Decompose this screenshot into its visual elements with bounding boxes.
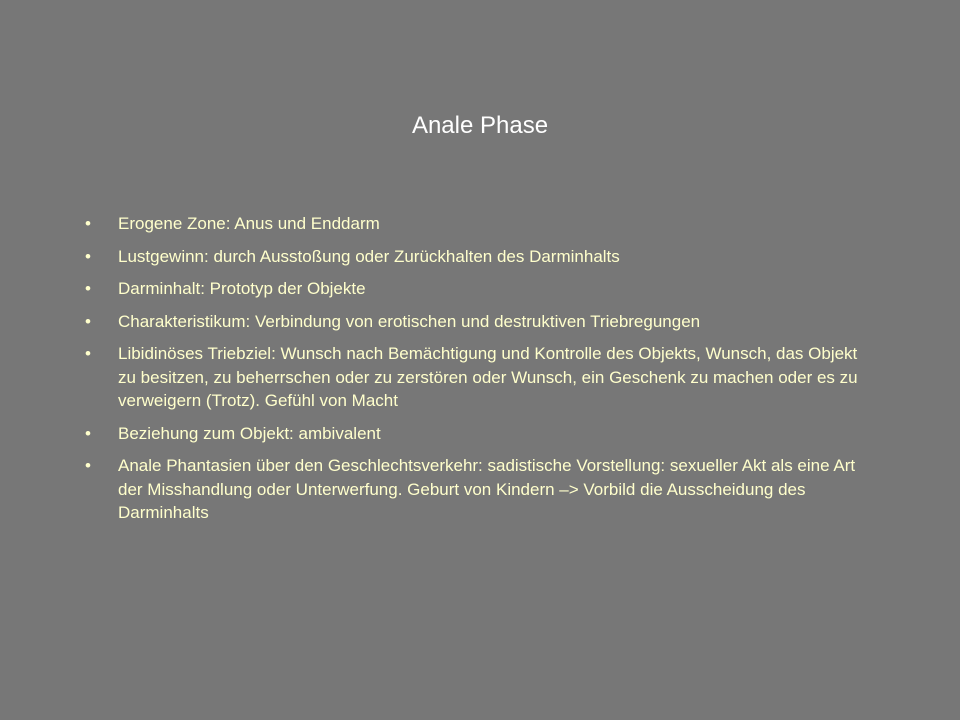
bullet-dot-icon: • bbox=[85, 246, 91, 266]
bullet-dot-icon: • bbox=[85, 279, 91, 298]
bullet-item bbox=[85, 212, 875, 236]
bullet-text: Anale Phantasien über den Geschlechtsverkehr: sadistische Vorstellung: sexueller Akt als eine Art der Misshandlung oder Unterwerfung. Geburt von Kindern –> Vorbild die Ausscheidung des Darminhalts bbox=[118, 456, 856, 522]
bullet-text: Erogene Zone: Anus und Enddarm bbox=[118, 214, 380, 233]
bullet-item bbox=[85, 277, 875, 301]
bullet-text: Lustgewinn: durch Ausstoßung oder Zurückhalten des Darminhalts bbox=[118, 246, 620, 266]
bullet-item bbox=[85, 342, 875, 413]
bullet-dot-icon: • bbox=[85, 311, 91, 331]
bullet-dot-icon: • bbox=[85, 456, 91, 475]
bullet-item bbox=[85, 422, 875, 446]
bullet-list bbox=[85, 212, 875, 534]
bullet-item bbox=[85, 310, 875, 334]
bullet-dot-icon: • bbox=[85, 344, 91, 363]
slide-title: Anale Phase bbox=[411, 112, 549, 139]
bullet-text: Beziehung zum Objekt: ambivalent bbox=[118, 423, 381, 443]
bullet-text: Charakteristikum: Verbindung von erotischen und destruktiven Triebregungen bbox=[118, 311, 701, 331]
bullet-item bbox=[85, 245, 875, 269]
bullet-text: Darminhalt: Prototyp der Objekte bbox=[118, 279, 366, 298]
bullet-text: Libidinöses Triebziel: Wunsch nach Bemächtigung und Kontrolle des Objekts, Wunsch, das Objekt zu besitzen, zu beherrschen oder zu zerstören oder Wunsch, ein Geschenk zu machen oder es zu verweigern (Trotz). Gefühl von Macht bbox=[118, 344, 858, 410]
bullet-item bbox=[85, 454, 875, 525]
bullet-dot-icon: • bbox=[85, 423, 91, 443]
bullet-dot-icon: • bbox=[85, 214, 91, 233]
